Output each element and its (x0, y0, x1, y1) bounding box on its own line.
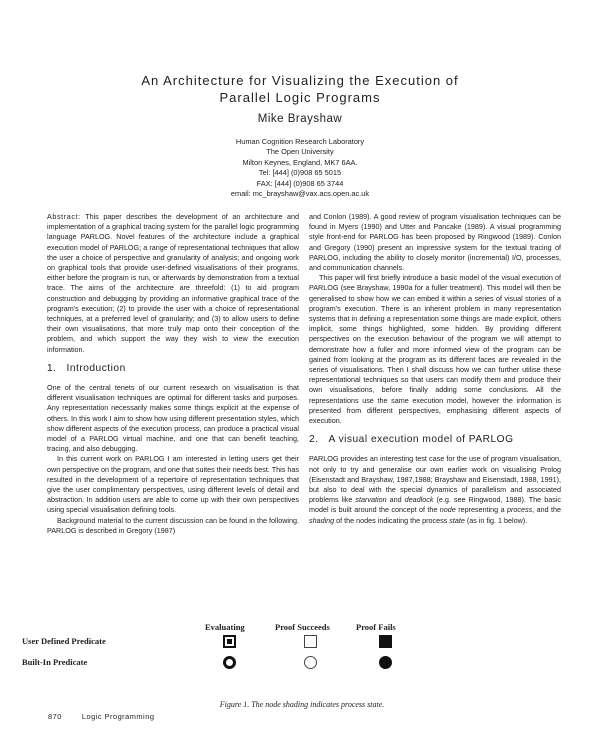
title-line-1: An Architecture for Visualizing the Execution of (141, 73, 459, 88)
text-run: and (386, 495, 405, 505)
evaluating-square-icon (223, 635, 236, 648)
affiliation-fax: FAX: [444] (0)908 65 3744 (256, 178, 344, 188)
figure-column-proof-fails: Proof Fails (356, 622, 396, 632)
affiliation-tel: Tel: [444] (0)908 65 5015 (258, 168, 342, 178)
abstract-text: This paper describes the development of an architecture and implementation of a graphical tracing system for the parallel logic programming language PARLOG. Novel features of the architecture include a graphical execution model of PARLOG; a range of representational techniques that allow the user a choice of perspective and granularity of analysis; and ongoing work on graphical tools that provide user-defined visualisations of their programs, either before the program is run, or afterwards by demonstration from a textual trace. The aims of the architecture are threefold: (1) to aid program construction and debugging by providing an informative graphical trace of the program's execution; (2) to provide the user with a choice of representational techniques, at a preferred level of granularity; and (3) to allow users to define their own visualisations, that more truly map onto their conception of the problem, and which support the way they wish to view the execution information. (47, 212, 299, 354)
succeeds-circle-icon (304, 656, 317, 669)
figure-column-evaluating: Evaluating (205, 622, 245, 632)
intro-paragraph-3: Background material to the current discussion can be found in the following. PARLOG is described in Gregory (1987) (47, 515, 299, 535)
figure-1 (22, 618, 582, 718)
text-run: PARLOG provides an interesting test case for the use of program visualisation, not only to try and generalise our own earlier work on visualising Prolog (Eisenstadt and Brayshaw, 1987,1988; Brayshaw and Eisenstadt, 1988, 1991), but also to deal with the special dynamics of parallelism and associated problems like (309, 454, 561, 505)
text-run: of the nodes indicating the process (334, 515, 450, 525)
section-heading-visual-model (309, 435, 561, 445)
intro-paragraph-1: One of the central tenets of our current research on visualisation is that different visualisation techniques are optimal for different tasks and purposes. Any representation necessarily makes some things explicit at the expense of others. In this work I aim to show how using different presentation styles, which show different aspects of the execution process, can produce a practical visual model of a PARLOG virtual machine, and one that can benefit teaching, tracing, and also debugging. (47, 383, 299, 454)
affiliation-university: The Open University (266, 147, 334, 157)
section-title: Introduction (66, 362, 126, 374)
fails-square-icon (379, 635, 392, 648)
fails-circle-icon (379, 656, 392, 669)
affiliation-lab: Human Cognition Research Laboratory (235, 137, 365, 146)
succeeds-square-icon (304, 635, 317, 648)
term-state: state (449, 515, 465, 525)
affiliation-email: email: mc_brayshaw@vax.acs.open.ac.uk (230, 189, 370, 199)
figure-column-proof-succeeds: Proof Succeeds (275, 622, 330, 632)
text-run: , and the (532, 505, 561, 515)
section-title: A visual execution model of PARLOG (328, 434, 514, 446)
right-column (309, 212, 561, 526)
page-number: 870 (48, 712, 62, 721)
term-shading: shading (309, 515, 335, 525)
figure-row-user-defined: User Defined Predicate (22, 636, 106, 646)
text-run: representing a (455, 505, 507, 515)
intro-paragraph-5: This paper will first briefly introduce a basic model of the visual execution of PARLOG (see Brayshaw, 1990a for a fuller treatment). This model will then be generalised to show how we can embed it within a series of visual stories of a program's execution. There is an inherent problem in many representation systems that in defining a representation some things are made explicit, others implicit, some things highlighted, some hidden. By providing different perspectives on the execution behaviour of the program we will attempt to demonstrate how a fuller and more informed view of the program can be gained from looking at the program as its different faces are revealed in the series of visualisations. Then I shall discuss how we can further utilise these representational techniques so that users can modify them and produce their own visualisations, before finally adding some conclusions. All the representations use the same execution model, however the information is presented from different perspectives, emphasising different aspects of execution. (309, 273, 561, 426)
model-paragraph (309, 454, 561, 525)
figure-caption: Figure 1. The node shading indicates process state. (219, 700, 385, 709)
section-number: 1. (47, 362, 57, 374)
intro-paragraph-4: and Conlon (1989). A good review of program visualisation techniques can be found in Myers (1990) and Utter and Pancake (1989). A visual programming style front-end for PARLOG has been proposed by Ringwood (1989). Conlon and Gregory (1990) present an impressive system for the textual tracing of PARLOG, including the ability to closely monitor (incremental) I/O, processes, and communication channels. (309, 212, 561, 273)
author-name: Mike Brayshaw (257, 113, 343, 125)
running-section-title: Logic Programming (81, 712, 155, 721)
term-starvation: starvation (355, 495, 387, 505)
figure-row-built-in: Built-In Predicate (22, 657, 88, 667)
abstract-paragraph (47, 212, 299, 355)
page-footer (48, 712, 154, 721)
affiliation-address: Milton Keynes, England, MK7 6AA. (242, 157, 358, 167)
evaluating-circle-icon (223, 656, 236, 669)
section-number: 2. (309, 434, 319, 446)
title-line-2: Parallel Logic Programs (219, 90, 381, 105)
affiliation-block (0, 137, 600, 199)
abstract-label: Abstract: (47, 212, 81, 221)
term-node: node (439, 505, 456, 515)
term-deadlock: deadlock (404, 495, 434, 505)
section-heading-introduction (47, 364, 299, 374)
evaluating-square-inner-icon (227, 639, 232, 644)
intro-paragraph-2: In this current work on PARLOG I am interested in letting users get their own perspective on the program, and one that suites their needs best. This has resulted in the development of a repertoire of representation techniques that give the user complimentary perspectives, using different levels of detail and abstraction. In addition users are able to come up with their own perspectives using special visualisation defining tools. (47, 454, 299, 515)
term-process: process (507, 505, 533, 515)
text-run: (as in fig. 1 below). (464, 515, 528, 525)
left-column (47, 212, 299, 536)
text-run: (e.g. see Ringwood, 1988). The basic model is built around the concept of the (309, 495, 561, 515)
paper-title (0, 72, 600, 106)
